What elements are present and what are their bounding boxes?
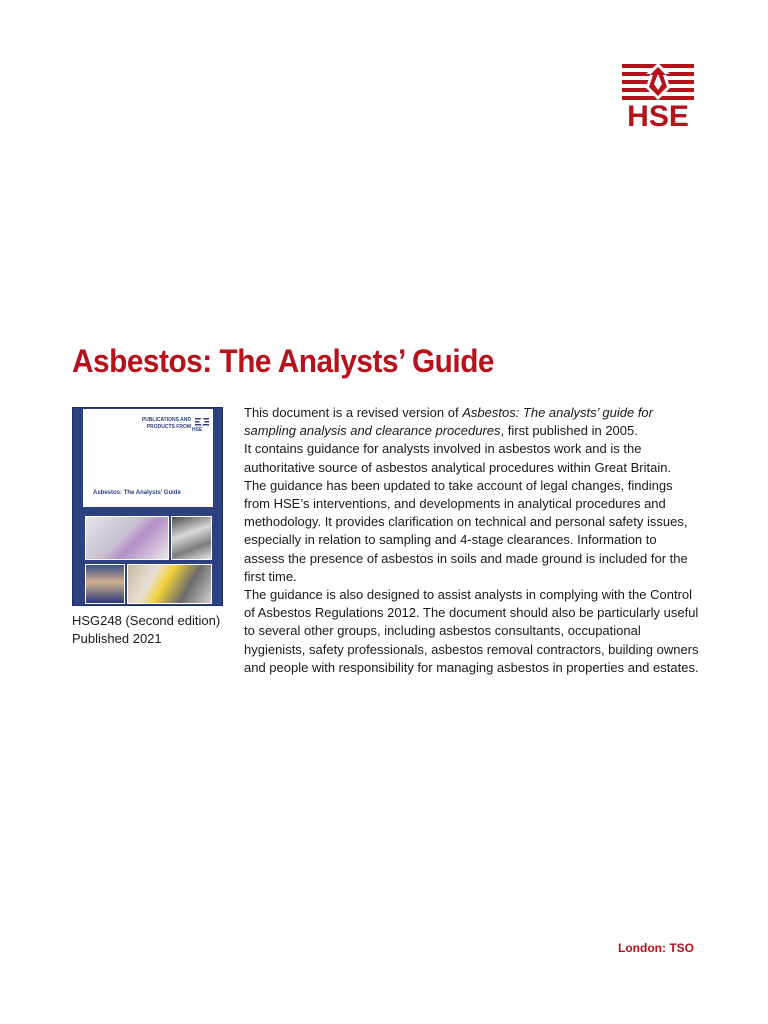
cover-publisher — [121, 417, 191, 431]
hse-logo — [620, 62, 696, 134]
description-paragraph-4: The guidance is also designed to assist analysts in complying with the Control of Asbestos Regulations 2012. The document should also be particularly useful to several other groups, including asbestos consultants, occupational hygienists, safety professionals, asbestos removal contractors, building owners and people with responsibility for managing asbestos in properties and estates. — [244, 587, 699, 675]
cover-logo-text: HSE — [192, 427, 203, 433]
cover-header — [83, 409, 213, 507]
cover-image — [72, 407, 223, 606]
cover-publisher-line2: PRODUCTS FROM — [146, 424, 191, 430]
description-paragraph-3: The guidance has been updated to take account of legal changes, findings from HSE’s interventions, and developments in analytical procedures and methodology. It provides clarification on technical and personal safety issues, especially in relation to sampling and 4-stage clearances. Information to assess the presence of asbestos in soils and made ground is included for the first time. — [244, 477, 688, 584]
cover-publisher-line1: PUBLICATIONS AND — [141, 417, 191, 423]
published-label: Published 2021 — [72, 631, 162, 646]
description-paragraph-2: It contains guidance for analysts involved in asbestos work and is the authoritative source of asbestos analytical procedures within Great Britain. — [244, 441, 672, 475]
page-title: Asbestos: The Analysts’ Guide — [72, 343, 495, 379]
cover-title: Asbestos: The Analysts’ Guide — [93, 490, 181, 496]
publisher-footer: London: TSO — [618, 941, 694, 955]
description — [244, 404, 699, 677]
intro-post: , first published in 2005. — [500, 423, 638, 439]
cover-photo-analysts-working — [127, 564, 212, 604]
cover-photo-analyst-mask — [85, 564, 125, 604]
intro-italic-title: Asbestos: The analysts’ guide for sampling analysis and clearance procedures — [244, 405, 653, 439]
hse-emblem-icon — [620, 62, 696, 102]
description-intro — [244, 404, 699, 440]
hse-logo-text: HSE — [627, 100, 689, 133]
cover-photo-lab-sample — [85, 516, 169, 560]
edition-label: HSG248 (Second edition) — [72, 613, 221, 628]
publication-caption — [72, 612, 220, 648]
cover-photo-microscope — [171, 516, 212, 560]
intro-pre: This document is a revised version of — [244, 405, 463, 420]
